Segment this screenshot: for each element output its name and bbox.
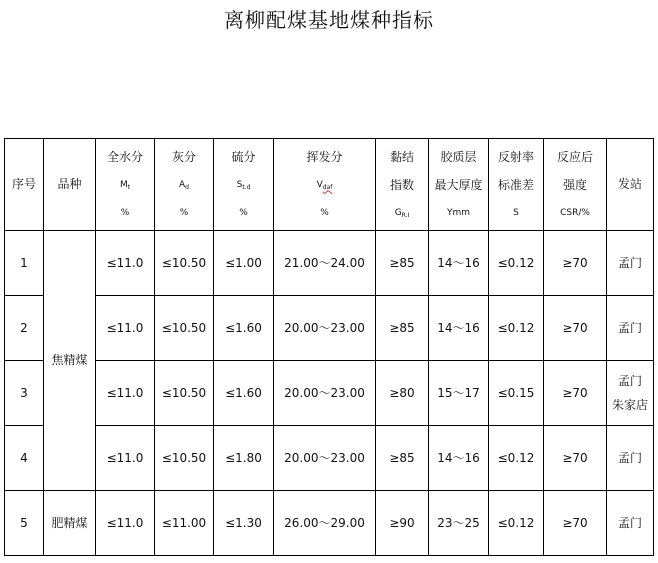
table-row [5,361,654,426]
cell-ash: ≤11.00 [155,491,214,556]
cell-sulfur: ≤1.60 [214,296,274,361]
header-volatile: 挥发分 $V_{daf}$ % [274,139,376,231]
cell-colloid: 15～17 [429,361,489,426]
page-title: 离柳配煤基地煤种指标 [224,8,434,32]
cell-ash: ≤10.50 [155,296,214,361]
cell-volatile: 20.00～23.00 [274,296,376,361]
cell-volatile: 26.00～29.00 [274,491,376,556]
cell-strength: ≥70 [544,231,607,296]
cell-colloid: 23～25 [429,491,489,556]
cell-sulfur: ≤1.60 [214,361,274,426]
header-reflect: 反射率 标准差 S [489,139,544,231]
cell-station: 孟门 [607,491,654,556]
header-strength: 反应后 强度 CSR/% [544,139,607,231]
header-ash: 灰分 $A_d$ % [155,139,214,231]
cell-seq: 4 [5,426,44,491]
cell-volatile: 20.00～23.00 [274,361,376,426]
cell-moisture: ≤11.0 [96,231,155,296]
cell-variety: 焦精煤 [44,231,96,491]
cell-seq: 5 [5,491,44,556]
cell-moisture: ≤11.0 [96,491,155,556]
header-caking: 黏结 指数 $G_{R.I}$ [376,139,429,231]
cell-reflect: ≤0.12 [489,426,544,491]
header-moisture: 全水分 $M_t$ % [96,139,155,231]
cell-strength: ≥70 [544,491,607,556]
cell-strength: ≥70 [544,361,607,426]
header-variety: 品种 [44,139,96,231]
cell-station: 孟门 [607,231,654,296]
cell-station: 孟门 朱家店 [607,361,654,426]
cell-moisture: ≤11.0 [96,296,155,361]
header-colloid: 胶质层 最大厚度 Ymm [429,139,489,231]
cell-volatile: 21.00～24.00 [274,231,376,296]
cell-sulfur: ≤1.30 [214,491,274,556]
cell-colloid: 14～16 [429,231,489,296]
table-row [5,426,654,491]
coal-spec-table [4,138,654,556]
cell-caking: ≥85 [376,231,429,296]
cell-caking: ≥90 [376,491,429,556]
cell-reflect: ≤0.15 [489,361,544,426]
cell-reflect: ≤0.12 [489,491,544,556]
cell-seq: 2 [5,296,44,361]
cell-sulfur: ≤1.80 [214,426,274,491]
cell-volatile: 20.00～23.00 [274,426,376,491]
cell-moisture: ≤11.0 [96,361,155,426]
cell-reflect: ≤0.12 [489,231,544,296]
cell-caking: ≥85 [376,426,429,491]
header-station: 发站 [607,139,654,231]
table-row [5,296,654,361]
cell-seq: 3 [5,361,44,426]
cell-ash: ≤10.50 [155,231,214,296]
cell-station: 孟门 [607,296,654,361]
cell-colloid: 14～16 [429,426,489,491]
table-row [5,231,654,296]
header-sulfur: 硫分 $S_{t.d}$ % [214,139,274,231]
cell-colloid: 14～16 [429,296,489,361]
cell-caking: ≥80 [376,361,429,426]
cell-variety: 肥精煤 [44,491,96,556]
cell-ash: ≤10.50 [155,426,214,491]
cell-seq: 1 [5,231,44,296]
cell-strength: ≥70 [544,296,607,361]
cell-caking: ≥85 [376,296,429,361]
cell-station: 孟门 [607,426,654,491]
table-row [5,491,654,556]
cell-strength: ≥70 [544,426,607,491]
header-row [5,139,654,231]
cell-sulfur: ≤1.00 [214,231,274,296]
cell-ash: ≤10.50 [155,361,214,426]
cell-moisture: ≤11.0 [96,426,155,491]
cell-reflect: ≤0.12 [489,296,544,361]
header-seq: 序号 [5,139,44,231]
